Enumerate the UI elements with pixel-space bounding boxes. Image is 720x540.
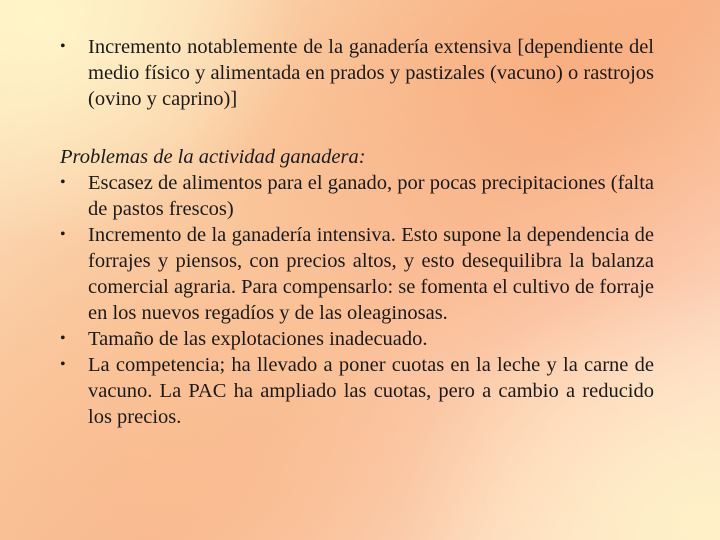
section-title: Problemas de la actividad ganadera: xyxy=(60,146,366,168)
intro-list xyxy=(60,34,654,112)
bullet-icon: • xyxy=(60,330,66,347)
list-item xyxy=(60,34,654,112)
list-item xyxy=(60,326,654,352)
list-item xyxy=(60,222,654,326)
list-item xyxy=(60,170,654,222)
list-item-text: Tamaño de las explotaciones inadecuado. xyxy=(88,328,428,350)
bullet-icon: • xyxy=(60,38,66,55)
list-item-text: La competencia; ha llevado a poner cuotas en la leche y la carne de vacuno. La PAC ha ampliado las cuotas, pero a cambio a reducido los precios. xyxy=(88,354,654,428)
slide-content xyxy=(60,34,654,430)
list-item-text: Escasez de alimentos para el ganado, por pocas precipitaciones (falta de pastos frescos) xyxy=(88,172,654,220)
problems-list xyxy=(60,170,654,430)
list-item-text: Incremento de la ganadería intensiva. Esto supone la dependencia de forrajes y piensos, con precios altos, y esto desequilibra la balanza comercial agraria. Para compensarlo: se fomenta el cultivo de forraje en los nuevos regadíos y de las oleaginosas. xyxy=(88,224,654,324)
bullet-icon: • xyxy=(60,356,66,373)
list-item-text: Incremento notablemente de la ganadería extensiva [dependiente del medio físico y alimentada en prados y pastizales (vacuno) o rastrojos (ovino y caprino)] xyxy=(88,36,654,110)
bullet-icon: • xyxy=(60,226,66,243)
bullet-icon: • xyxy=(60,174,66,191)
list-item xyxy=(60,352,654,430)
